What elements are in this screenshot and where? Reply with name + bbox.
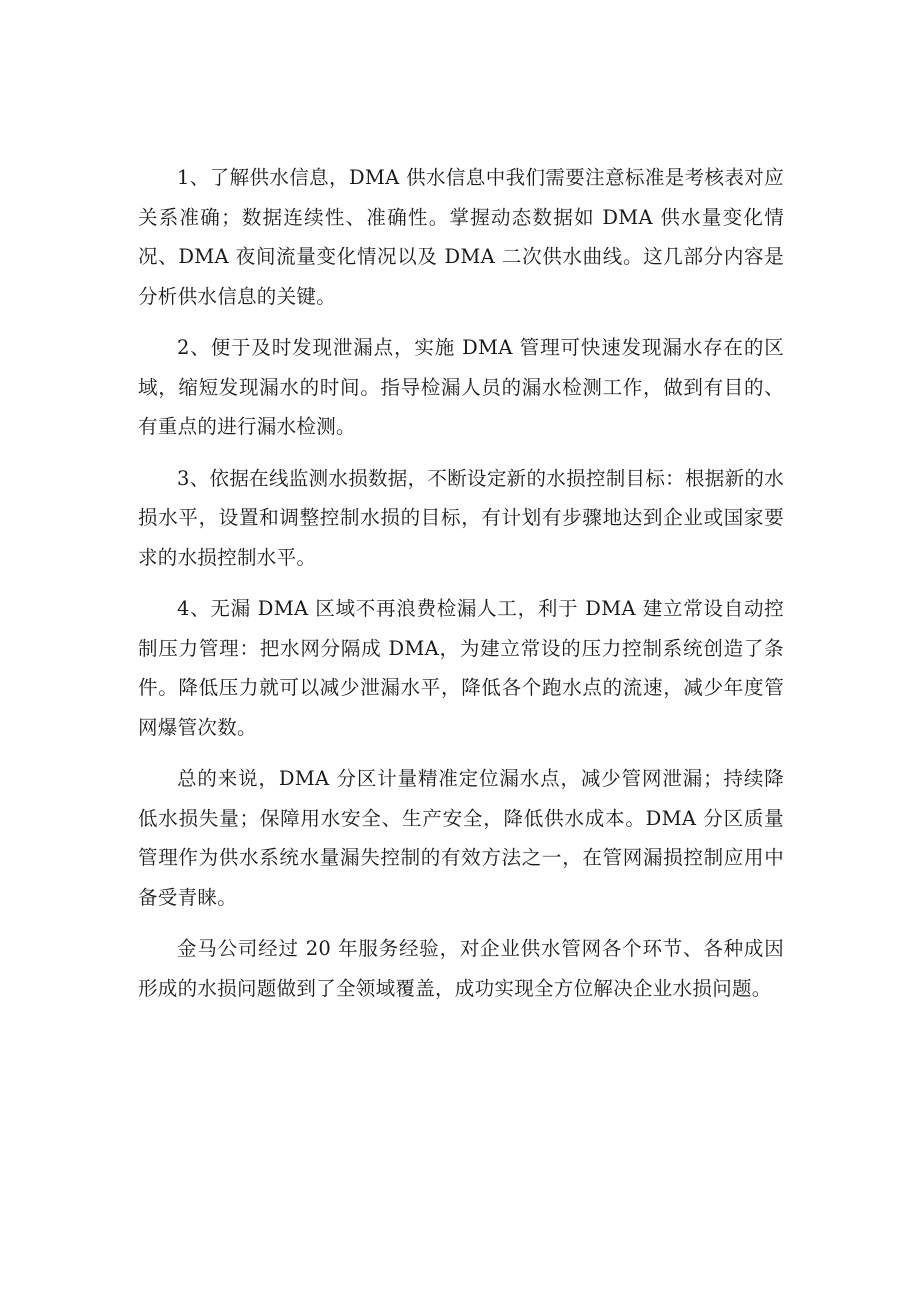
document-body (138, 158, 784, 1020)
paragraph-4: 4、无漏 DMA 区域不再浪费检漏人工，利于 DMA 建立常设自动控制压力管理：把水网分隔成 DMA，为建立常设的压力控制系统创造了条件。降低压力就可以减少泄漏水平，降低各个跑水点的流速，减少年度管网爆管次数。 (138, 597, 784, 739)
paragraph-3: 3、依据在线监测水损数据，不断设定新的水损控制目标：根据新的水损水平，设置和调整控制水损的目标，有计划有步骤地达到企业或国家要求的水损控制水平。 (138, 466, 784, 569)
paragraph-company: 金马公司经过 20 年服务经验，对企业供水管网各个环节、各种成因形成的水损问题做到了全领域覆盖，成功实现全方位解决企业水损问题。 (138, 937, 784, 1000)
paragraph-2: 2、便于及时发现泄漏点，实施 DMA 管理可快速发现漏水存在的区域，缩短发现漏水的时间。指导检漏人员的漏水检测工作，做到有目的、有重点的进行漏水检测。 (138, 336, 784, 438)
paragraph-1: 1、了解供水信息，DMA 供水信息中我们需要注意标准是考核表对应关系准确；数据连续性、准确性。掌握动态数据如 DMA 供水量变化情况、DMA 夜间流量变化情况以及 DMA 二次供水曲线。这几部分内容是分析供水信息的关键。 (138, 166, 784, 308)
paragraph-summary: 总的来说，DMA 分区计量精准定位漏水点，减少管网泄漏；持续降低水损失量；保障用水安全、生产安全，降低供水成本。DMA 分区质量管理作为供水系统水量漏失控制的有效方法之一，在管网漏损控制应用中备受青睐。 (138, 767, 784, 909)
